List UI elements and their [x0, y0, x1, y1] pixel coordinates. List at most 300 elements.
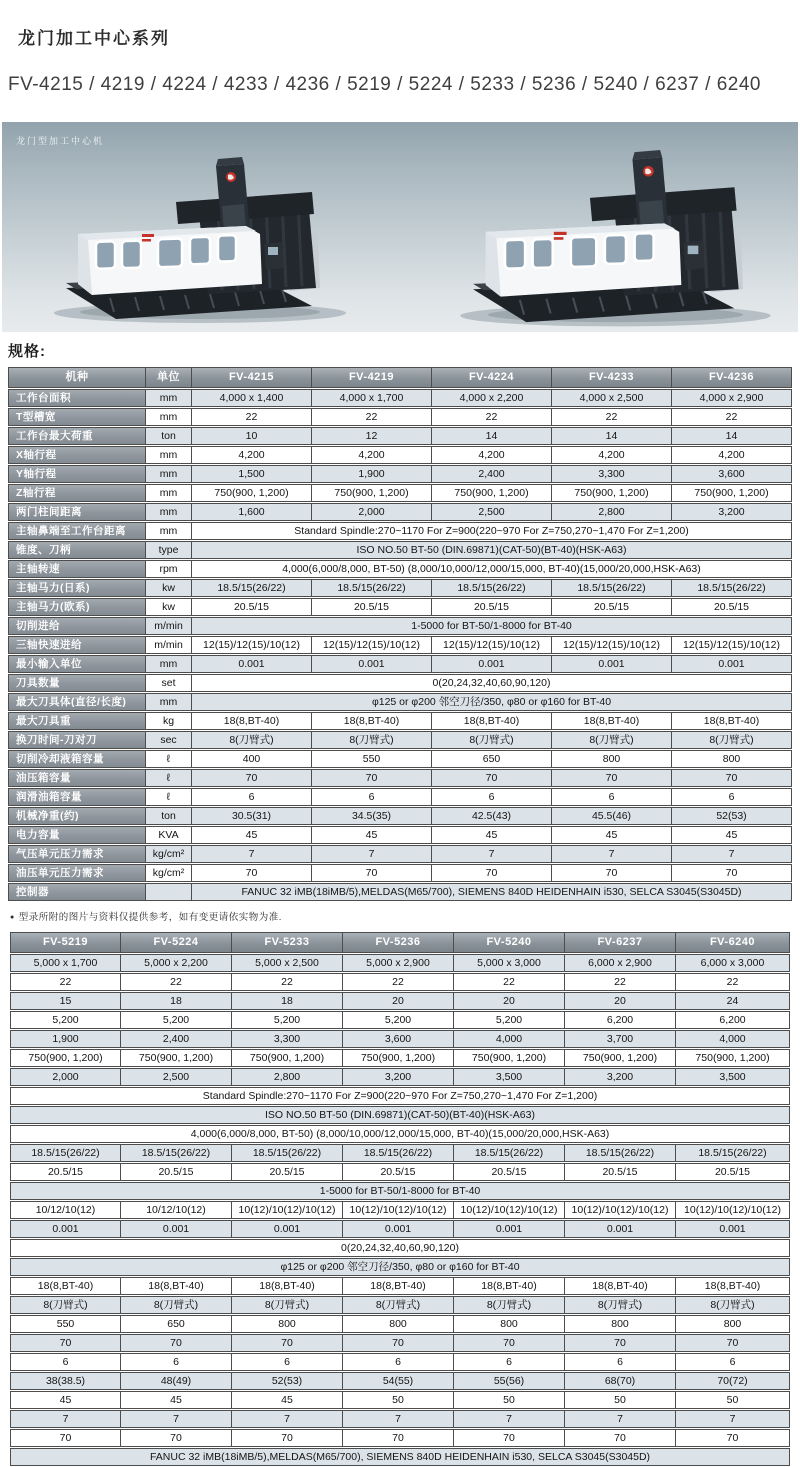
spec-value-cell: 550 [10, 1315, 121, 1333]
spec-value-cell: 70 [454, 1429, 565, 1447]
spec-value-cell: 22 [121, 973, 232, 991]
spec-value-cell: 3,300 [232, 1030, 343, 1048]
spec-value-cell: 6 [343, 1353, 454, 1371]
spec-value-cell: 5,200 [10, 1011, 121, 1029]
spec-row-unit: mm [146, 484, 192, 502]
spec-value-cell: 750(900, 1,200) [121, 1049, 232, 1067]
spec-row [10, 1296, 790, 1314]
spec-row [10, 1125, 790, 1143]
spec-value-cell: 18.5/15(26/22) [343, 1144, 454, 1162]
spec-row-label: 油压箱容量 [8, 769, 146, 787]
spec-row-label: 刀具数量 [8, 674, 146, 692]
spec-value-cell: 4,200 [312, 446, 432, 464]
spec-value-cell: 22 [676, 973, 790, 991]
spec-header-meta: 机种 [8, 367, 146, 388]
spec-value-cell: 18(8,BT-40) [676, 1277, 790, 1295]
spec-value-cell: 4,000 x 2,200 [432, 389, 552, 407]
spec-row-unit: ton [146, 807, 192, 825]
spec-value-cell: 0.001 [672, 655, 792, 673]
spec-value-cell: 70 [343, 1429, 454, 1447]
spec-row [10, 1277, 790, 1295]
spec-row [8, 769, 792, 787]
spec-value-cell: 18(8,BT-40) [192, 712, 312, 730]
spec-value-cell: 0.001 [676, 1220, 790, 1238]
spec-value-cell: 750(900, 1,200) [10, 1049, 121, 1067]
gantry-machine-photo-right [462, 134, 772, 330]
spec-value-cell: 8(刀臂式) [232, 1296, 343, 1314]
spec-value-cell: 15 [10, 992, 121, 1010]
spec-row-label: X轴行程 [8, 446, 146, 464]
spec-row [8, 503, 792, 521]
spec-value-cell: 22 [432, 408, 552, 426]
spec-value-cell: 12(15)/12(15)/10(12) [552, 636, 672, 654]
spec-row-unit: mm [146, 503, 192, 521]
model-series-list: FV-4215 / 4219 / 4224 / 4233 / 4236 / 5219 / 5224 / 5233 / 5236 / 5240 / 6237 / 6240 [8, 74, 761, 95]
spec-value-cell: 20 [565, 992, 676, 1010]
spec-row-label: 工作台面积 [8, 389, 146, 407]
spec-row [8, 807, 792, 825]
spec-value-span: φ125 or φ200 邻空刀径/350, φ80 or φ160 for BT-40 [10, 1258, 790, 1276]
spec-row-label: 机械净重(约) [8, 807, 146, 825]
spec-value-cell: 18(8,BT-40) [121, 1277, 232, 1295]
spec-value-cell: 2,000 [312, 503, 432, 521]
spec-row [10, 1372, 790, 1390]
spec-value-cell: 10(12)/10(12)/10(12) [565, 1201, 676, 1219]
spec-row-unit: mm [146, 655, 192, 673]
spec-value-cell: 18.5/15(26/22) [312, 579, 432, 597]
spec-value-cell: 4,200 [552, 446, 672, 464]
spec-header-model: FV-5236 [343, 932, 454, 953]
spec-row-label: 最小输入单位 [8, 655, 146, 673]
spec-row-label: 气压单元压力需求 [8, 845, 146, 863]
spec-header-model: FV-4233 [552, 367, 672, 388]
spec-row-label: 切削进给 [8, 617, 146, 635]
gantry-machine-photo-left [50, 140, 350, 330]
spec-value-cell: 45 [672, 826, 792, 844]
spec-value-cell: 6 [552, 788, 672, 806]
product-photo-banner [2, 122, 798, 332]
spec-row [8, 636, 792, 654]
spec-row [10, 1087, 790, 1105]
spec-value-cell: 22 [552, 408, 672, 426]
spec-value-cell: 70 [672, 864, 792, 882]
spec-value-cell: 8(刀臂式) [343, 1296, 454, 1314]
spec-row [8, 522, 792, 540]
spec-row [8, 617, 792, 635]
spec-value-cell: 20 [454, 992, 565, 1010]
spec-row [10, 1410, 790, 1428]
spec-value-span: 4,000(6,000/8,000, BT-50) (8,000/10,000/12,000/15,000, BT-40)(15,000/20,000,HSK-A63) [10, 1125, 790, 1143]
spec-row-unit: m/min [146, 636, 192, 654]
spec-row-unit: kw [146, 579, 192, 597]
spec-value-cell: 7 [312, 845, 432, 863]
spec-value-span: FANUC 32 iMB(18iMB/5),MELDAS(M65/700), SIEMENS 840D HEIDENHAIN i530, SELCA S3045(S3045D) [192, 883, 792, 901]
spec-value-span: 1-5000 for BT-50/1-8000 for BT-40 [10, 1182, 790, 1200]
spec-row-label: 切削冷却液箱容量 [8, 750, 146, 768]
spec-value-cell: 8(刀臂式) [565, 1296, 676, 1314]
spec-value-cell: 7 [552, 845, 672, 863]
spec-value-cell: 18(8,BT-40) [552, 712, 672, 730]
spec-value-cell: 70 [121, 1334, 232, 1352]
spec-value-cell: 5,200 [121, 1011, 232, 1029]
spec-row [10, 1353, 790, 1371]
spec-value-cell: 5,200 [454, 1011, 565, 1029]
spec-header-model: FV-5233 [232, 932, 343, 953]
spec-value-cell: 18(8,BT-40) [10, 1277, 121, 1295]
spec-row-label: 主轴转速 [8, 560, 146, 578]
spec-value-cell: 20.5/15 [454, 1163, 565, 1181]
spec-row [8, 750, 792, 768]
spec-value-cell: 20 [343, 992, 454, 1010]
spec-value-cell: 10(12)/10(12)/10(12) [454, 1201, 565, 1219]
spec-row [8, 731, 792, 749]
spec-value-cell: 18.5/15(26/22) [672, 579, 792, 597]
spec-value-cell: 800 [672, 750, 792, 768]
spec-value-cell: 4,200 [432, 446, 552, 464]
spec-value-cell: 14 [432, 427, 552, 445]
spec-value-cell: 22 [10, 973, 121, 991]
spec-value-cell: 70 [10, 1429, 121, 1447]
spec-value-span: Standard Spindle:270~1170 For Z=900(220~970 For Z=750,270~1,470 For Z=1,200) [192, 522, 792, 540]
spec-row [8, 484, 792, 502]
spec-value-cell: 18(8,BT-40) [232, 1277, 343, 1295]
spec-value-cell: 6 [672, 788, 792, 806]
spec-value-cell: 18(8,BT-40) [312, 712, 432, 730]
spec-value-cell: 7 [432, 845, 552, 863]
spec-value-cell: 70 [672, 769, 792, 787]
spec-row [8, 465, 792, 483]
spec-header-model: FV-5219 [10, 932, 121, 953]
spec-value-span: ISO NO.50 BT-50 (DIN.69871)(CAT-50)(BT-40)(HSK-A63) [10, 1106, 790, 1124]
spec-value-cell: 18 [232, 992, 343, 1010]
spec-value-cell: 22 [454, 973, 565, 991]
spec-value-cell: 1,500 [192, 465, 312, 483]
spec-value-cell: 8(刀臂式) [121, 1296, 232, 1314]
spec-value-cell: 8(刀臂式) [10, 1296, 121, 1314]
spec-value-cell: 10/12/10(12) [10, 1201, 121, 1219]
spec-row-unit: KVA [146, 826, 192, 844]
spec-row [8, 446, 792, 464]
spec-value-cell: 8(刀臂式) [672, 731, 792, 749]
spec-table-fv4000-series [8, 366, 792, 902]
spec-value-cell: 0.001 [10, 1220, 121, 1238]
spec-value-cell: 7 [565, 1410, 676, 1428]
spec-header-meta: 单位 [146, 367, 192, 388]
spec-value-cell: 12(15)/12(15)/10(12) [432, 636, 552, 654]
spec-row [8, 845, 792, 863]
spec-value-cell: 4,200 [192, 446, 312, 464]
spec-row [8, 389, 792, 407]
spec-value-cell: 4,000 x 1,700 [312, 389, 432, 407]
spec-row [10, 1011, 790, 1029]
spec-value-cell: 20.5/15 [312, 598, 432, 616]
spec-value-cell: 0.001 [552, 655, 672, 673]
spec-value-cell: 14 [672, 427, 792, 445]
spec-value-cell: 20.5/15 [565, 1163, 676, 1181]
spec-row [10, 954, 790, 972]
spec-row [8, 712, 792, 730]
spec-value-cell: 0.001 [192, 655, 312, 673]
spec-value-cell: 800 [343, 1315, 454, 1333]
spec-value-cell: 800 [552, 750, 672, 768]
spec-value-cell: 20.5/15 [672, 598, 792, 616]
spec-value-cell: 1,900 [10, 1030, 121, 1048]
spec-value-cell: 45 [432, 826, 552, 844]
spec-header-model: FV-4236 [672, 367, 792, 388]
spec-value-cell: 750(900, 1,200) [192, 484, 312, 502]
spec-value-cell: 2,800 [552, 503, 672, 521]
spec-header-model: FV-4224 [432, 367, 552, 388]
spec-value-cell: 10 [192, 427, 312, 445]
spec-value-cell: 2,800 [232, 1068, 343, 1086]
spec-value-cell: 22 [192, 408, 312, 426]
spec-row [10, 1258, 790, 1276]
spec-row-label: Y轴行程 [8, 465, 146, 483]
spec-value-cell: 8(刀臂式) [312, 731, 432, 749]
spec-row [8, 693, 792, 711]
spec-value-span: 4,000(6,000/8,000, BT-50) (8,000/10,000/12,000/15,000, BT-40)(15,000/20,000,HSK-A63) [192, 560, 792, 578]
spec-value-cell: 18.5/15(26/22) [121, 1144, 232, 1162]
spec-value-cell: 12(15)/12(15)/10(12) [312, 636, 432, 654]
spec-value-cell: 18(8,BT-40) [565, 1277, 676, 1295]
spec-value-cell: 12(15)/12(15)/10(12) [192, 636, 312, 654]
spec-value-cell: 7 [676, 1410, 790, 1428]
spec-value-cell: 6 [676, 1353, 790, 1371]
spec-header-model: FV-5224 [121, 932, 232, 953]
spec-value-cell: 4,000 x 1,400 [192, 389, 312, 407]
spec-row-unit: kg/cm² [146, 864, 192, 882]
spec-row [10, 1163, 790, 1181]
spec-row-unit: ton [146, 427, 192, 445]
spec-value-cell: 70 [676, 1429, 790, 1447]
spec-value-cell: 5,000 x 2,500 [232, 954, 343, 972]
spec-row [10, 1448, 790, 1466]
spec-value-cell: 4,000 x 2,500 [552, 389, 672, 407]
spec-row-label: 主轴鼻端至工作台距离 [8, 522, 146, 540]
spec-row [8, 598, 792, 616]
spec-row [8, 674, 792, 692]
spec-row [10, 1334, 790, 1352]
spec-row-label: 油压单元压力需求 [8, 864, 146, 882]
spec-value-cell: 70 [454, 1334, 565, 1352]
spec-value-cell: 18(8,BT-40) [672, 712, 792, 730]
spec-value-cell: 4,000 x 2,900 [672, 389, 792, 407]
spec-value-cell: 20.5/15 [343, 1163, 454, 1181]
spec-value-cell: 2,500 [432, 503, 552, 521]
spec-value-cell: 70 [552, 864, 672, 882]
spec-value-cell: 38(38.5) [10, 1372, 121, 1390]
spec-value-cell: 7 [454, 1410, 565, 1428]
spec-row [8, 427, 792, 445]
spec-value-cell: 45 [552, 826, 672, 844]
spec-value-cell: 750(900, 1,200) [454, 1049, 565, 1067]
spec-value-cell: 0.001 [232, 1220, 343, 1238]
spec-row-label: 润滑油箱容量 [8, 788, 146, 806]
spec-value-cell: 5,000 x 3,000 [454, 954, 565, 972]
spec-value-cell: 20.5/15 [432, 598, 552, 616]
spec-value-cell: 70 [232, 1429, 343, 1447]
spec-value-cell: 750(900, 1,200) [676, 1049, 790, 1067]
spec-row [10, 1239, 790, 1257]
spec-row-unit: mm [146, 693, 192, 711]
spec-value-cell: 7 [232, 1410, 343, 1428]
spec-value-cell: 10(12)/10(12)/10(12) [676, 1201, 790, 1219]
spec-value-cell: 50 [565, 1391, 676, 1409]
spec-header-model: FV-4215 [192, 367, 312, 388]
spec-value-cell: 3,200 [343, 1068, 454, 1086]
spec-value-cell: 6 [192, 788, 312, 806]
spec-value-cell: 7 [672, 845, 792, 863]
spec-value-cell: 0.001 [343, 1220, 454, 1238]
spec-value-cell: 8(刀臂式) [192, 731, 312, 749]
spec-value-cell: 400 [192, 750, 312, 768]
spec-value-cell: 8(刀臂式) [454, 1296, 565, 1314]
spec-row [8, 655, 792, 673]
spec-row [10, 1068, 790, 1086]
spec-value-cell: 800 [232, 1315, 343, 1333]
spec-value-cell: 70 [312, 864, 432, 882]
spec-header-model: FV-6240 [676, 932, 790, 953]
spec-row [10, 1391, 790, 1409]
spec-value-cell: 45 [312, 826, 432, 844]
spec-value-cell: 54(55) [343, 1372, 454, 1390]
spec-value-cell: 50 [454, 1391, 565, 1409]
spec-value-cell: 5,000 x 1,700 [10, 954, 121, 972]
spec-row [10, 1201, 790, 1219]
spec-header-model: FV-6237 [565, 932, 676, 953]
spec-row-unit [146, 883, 192, 901]
spec-value-cell: 800 [565, 1315, 676, 1333]
spec-value-cell: 5,000 x 2,200 [121, 954, 232, 972]
spec-value-cell: 7 [192, 845, 312, 863]
spec-row [8, 883, 792, 901]
spec-header-model: FV-5240 [454, 932, 565, 953]
spec-row [10, 1049, 790, 1067]
spec-value-cell: 12 [312, 427, 432, 445]
spec-row-unit: mm [146, 465, 192, 483]
spec-row [8, 788, 792, 806]
spec-value-cell: 18.5/15(26/22) [565, 1144, 676, 1162]
spec-value-cell: 10/12/10(12) [121, 1201, 232, 1219]
spec-value-cell: 750(900, 1,200) [343, 1049, 454, 1067]
spec-table-fv5000-6000-series [10, 931, 790, 1467]
spec-value-cell: 70 [312, 769, 432, 787]
spec-row [8, 541, 792, 559]
spec-row [8, 560, 792, 578]
spec-row-unit: m/min [146, 617, 192, 635]
spec-row [10, 1144, 790, 1162]
spec-value-span: φ125 or φ200 邻空刀径/350, φ80 or φ160 for BT-40 [192, 693, 792, 711]
spec-value-cell: 12(15)/12(15)/10(12) [672, 636, 792, 654]
spec-value-cell: 3,300 [552, 465, 672, 483]
spec-row-label: T型槽宽 [8, 408, 146, 426]
spec-value-cell: 70 [232, 1334, 343, 1352]
spec-value-cell: 70 [121, 1429, 232, 1447]
spec-value-cell: 52(53) [232, 1372, 343, 1390]
spec-value-cell: 3,500 [454, 1068, 565, 1086]
spec-value-cell: 750(900, 1,200) [552, 484, 672, 502]
spec-row [10, 1220, 790, 1238]
spec-value-cell: 8(刀臂式) [552, 731, 672, 749]
spec-row-unit: ℓ [146, 750, 192, 768]
spec-header-model: FV-4219 [312, 367, 432, 388]
spec-value-cell: 5,200 [343, 1011, 454, 1029]
spec-value-cell: 6 [10, 1353, 121, 1371]
spec-value-cell: 6 [565, 1353, 676, 1371]
spec-row-label: 最大刀具体(直径/长度) [8, 693, 146, 711]
spec-value-cell: 3,600 [343, 1030, 454, 1048]
spec-value-cell: 750(900, 1,200) [232, 1049, 343, 1067]
spec-value-cell: 24 [676, 992, 790, 1010]
spec-value-cell: 20.5/15 [552, 598, 672, 616]
spec-row [10, 973, 790, 991]
spec-value-cell: 0.001 [454, 1220, 565, 1238]
spec-row-label: 控制器 [8, 883, 146, 901]
spec-value-cell: 0.001 [121, 1220, 232, 1238]
specs-heading: 规格: [8, 343, 46, 360]
spec-row-unit: kw [146, 598, 192, 616]
disclaimer-note [10, 909, 800, 923]
spec-value-cell: 52(53) [672, 807, 792, 825]
spec-value-cell: 10(12)/10(12)/10(12) [232, 1201, 343, 1219]
spec-row [10, 1030, 790, 1048]
spec-value-cell: 45 [10, 1391, 121, 1409]
spec-value-cell: 7 [121, 1410, 232, 1428]
spec-value-cell: 2,400 [121, 1030, 232, 1048]
spec-value-cell: 70 [10, 1334, 121, 1352]
spec-value-cell: 6 [232, 1353, 343, 1371]
spec-value-cell: 800 [454, 1315, 565, 1333]
spec-row-label: 电力容量 [8, 826, 146, 844]
spec-row-label: 锥度、刀柄 [8, 541, 146, 559]
spec-value-cell: 18(8,BT-40) [432, 712, 552, 730]
spec-value-cell: 70 [432, 769, 552, 787]
spec-value-cell: 18.5/15(26/22) [192, 579, 312, 597]
spec-value-cell: 800 [676, 1315, 790, 1333]
spec-value-cell: 55(56) [454, 1372, 565, 1390]
spec-value-cell: 18.5/15(26/22) [10, 1144, 121, 1162]
spec-value-cell: 68(70) [565, 1372, 676, 1390]
spec-value-cell: 18.5/15(26/22) [454, 1144, 565, 1162]
spec-row-unit: mm [146, 408, 192, 426]
spec-value-cell: 18.5/15(26/22) [432, 579, 552, 597]
spec-value-cell: 750(900, 1,200) [312, 484, 432, 502]
spec-value-cell: 0.001 [432, 655, 552, 673]
spec-value-cell: 70 [565, 1334, 676, 1352]
spec-row-label: 主轴马力(日系) [8, 579, 146, 597]
spec-row-label: 主轴马力(欧系) [8, 598, 146, 616]
spec-value-cell: 750(900, 1,200) [565, 1049, 676, 1067]
spec-value-cell: 45 [192, 826, 312, 844]
spec-row [10, 1106, 790, 1124]
spec-value-cell: 20.5/15 [192, 598, 312, 616]
spec-row-unit: set [146, 674, 192, 692]
spec-row-label: Z轴行程 [8, 484, 146, 502]
spec-value-cell: 45 [121, 1391, 232, 1409]
spec-row-unit: mm [146, 446, 192, 464]
page-title: 龙门加工中心系列 [18, 29, 170, 48]
spec-value-cell: 22 [232, 973, 343, 991]
spec-row-unit: mm [146, 389, 192, 407]
spec-value-cell: 70 [343, 1334, 454, 1352]
spec-row-unit: kg [146, 712, 192, 730]
spec-row [10, 1429, 790, 1447]
spec-value-cell: 2,500 [121, 1068, 232, 1086]
spec-value-cell: 70 [565, 1429, 676, 1447]
spec-row-unit: ℓ [146, 769, 192, 787]
spec-value-cell: 8(刀臂式) [432, 731, 552, 749]
spec-value-cell: 6,000 x 3,000 [676, 954, 790, 972]
